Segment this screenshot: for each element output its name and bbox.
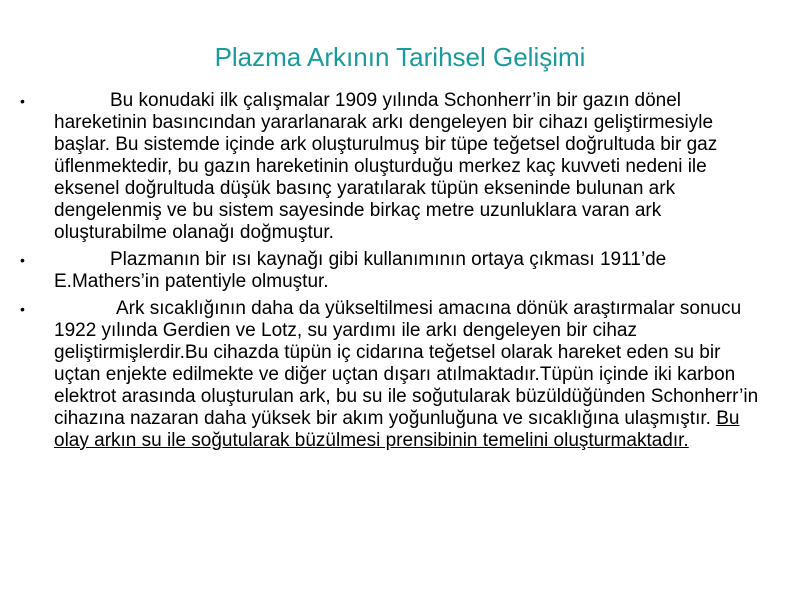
- bullet-text-1: Bu konudaki ilk çalışmalar 1909 yılında Schonherr’in bir gazın dönel hareketinin basıncından yararlanarak arkı dengeleyen bir cihazı geliştirmesiyle başlar. Bu sistemde içinde ark oluşturulmuş bir tüpe teğetsel doğrultuda bir gaz üflenmektedir, bu gazın hareketinin oluşturduğu merkez kaç kuvveti nedeni ile eksenel doğrultuda düşük basınç yaratılarak tüpün ekseninde bulunan ark dengelenmiş ve bu sistem sayesinde birkaç metre uzunluklara varan ark oluşturabilme olanağı doğmuştur.: [54, 90, 718, 243]
- bullet-dot-icon: •: [20, 93, 25, 109]
- bullet-item-1: [0, 90, 800, 244]
- bullet-item-2: [0, 249, 800, 293]
- bullet-list: [0, 90, 800, 457]
- slide-title: Plazma Arkının Tarihsel Gelişimi: [214, 42, 586, 72]
- bullet-text-2: Plazmanın bir ısı kaynağı gibi kullanımının ortaya çıkması 1911’de E.Mathers’in patentiyle olmuştur.: [54, 249, 667, 292]
- bullet-text-3: Ark sıcaklığının daha da yükseltilmesi amacına dönük araştırmalar sonucu 1922 yılında Gerdien ve Lotz, su yardımı ile arkı dengeleyen bir cihaz geliştirmişlerdir.Bu cihazda tüpün iç cidarına teğetsel olarak hareket eden su bir uçtan enjekte edilmekte ve diğer uçtan dışarı atılmaktadır.Tüpün içinde iki karbon elektrot arasında oluşturulan ark, bu su ile soğutularak büzüldüğünden Schonherr’in cihazına nazaran daha yüksek bir akım yoğunluğuna ve sıcaklığına ulaşmıştır.: [54, 298, 759, 429]
- bullet-text-3-underlined: Bu olay arkın su ile soğutularak büzülmesi prensibinin temelini oluşturmaktadır.: [54, 408, 740, 451]
- bullet-item-3: [0, 298, 800, 452]
- bullet-dot-icon: •: [20, 252, 25, 268]
- bullet-dot-icon: •: [20, 301, 25, 317]
